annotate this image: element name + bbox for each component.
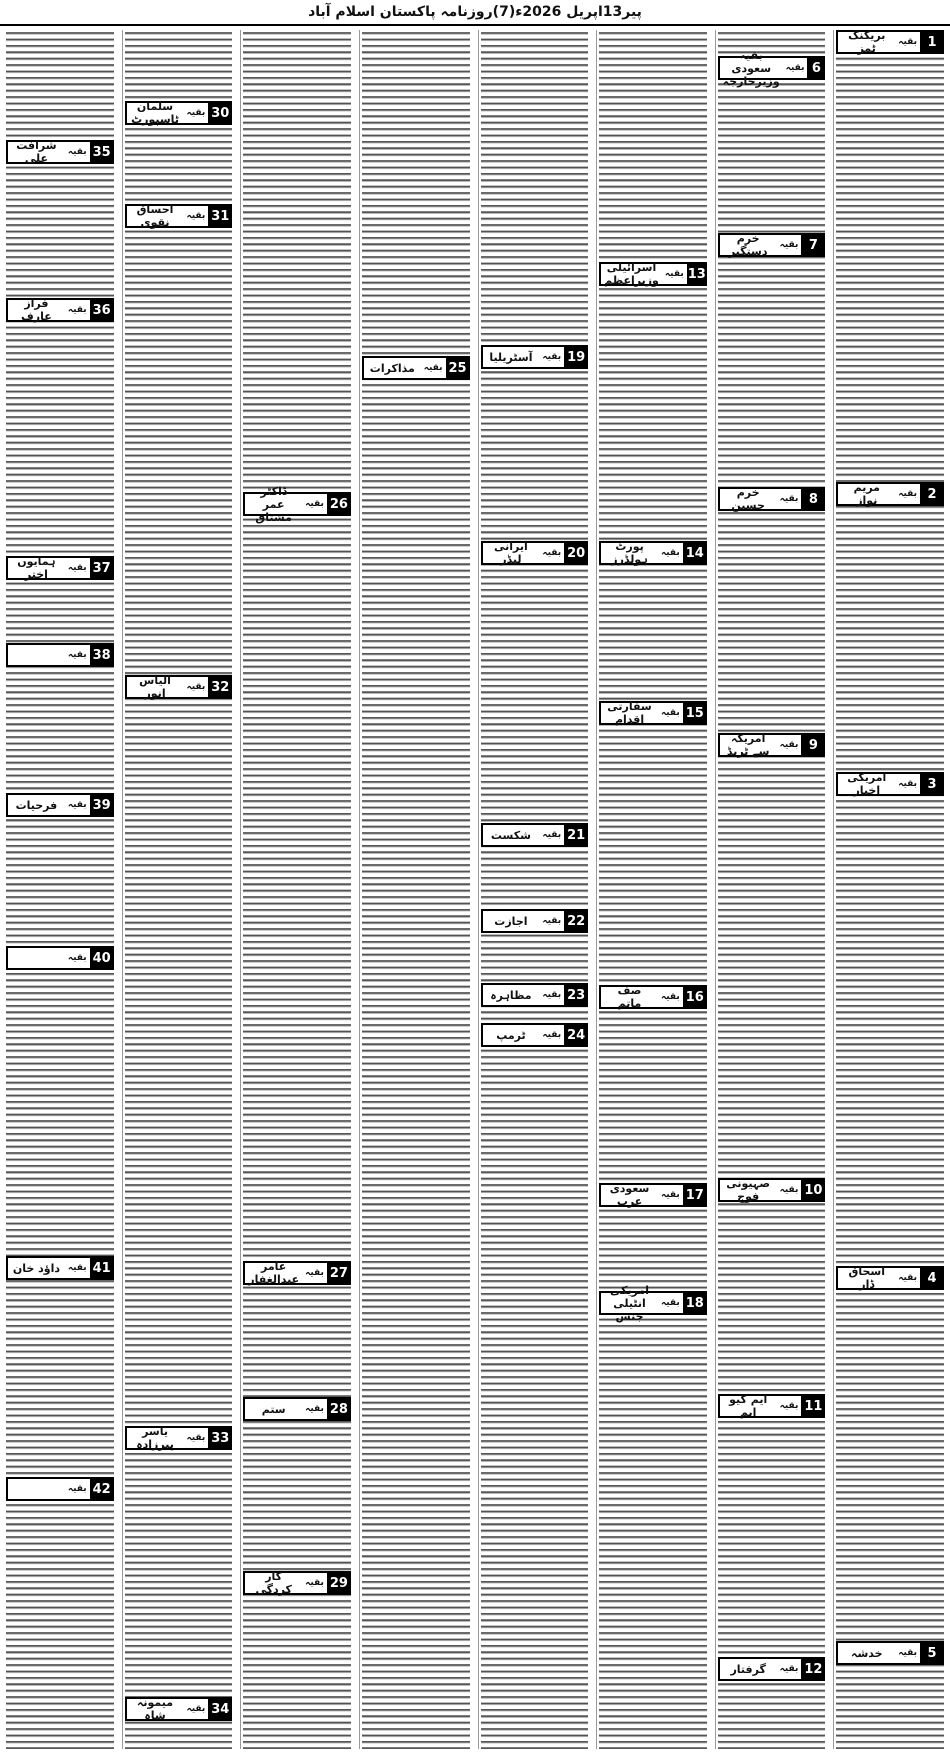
baqiya-label: بقیہ bbox=[67, 650, 87, 660]
box-title: آسٹریلیا bbox=[489, 350, 533, 364]
baqiya-label: بقیہ bbox=[898, 1648, 917, 1658]
box-title: سفارتی اقدام bbox=[607, 700, 652, 726]
continuation-box-15[interactable] bbox=[599, 701, 707, 725]
box-number: 27 bbox=[327, 1261, 351, 1285]
continuation-box-30[interactable] bbox=[125, 101, 233, 125]
box-title: مریم نواز bbox=[853, 481, 880, 507]
baqiya-label: بقیہ bbox=[542, 830, 562, 840]
box-title: کار کردگی bbox=[255, 1570, 292, 1596]
box-number: 41 bbox=[90, 1256, 114, 1280]
continuation-box-2[interactable] bbox=[836, 482, 944, 506]
continuation-box-4[interactable] bbox=[836, 1266, 944, 1290]
box-title: شکست bbox=[490, 828, 531, 842]
box-title: ڈاکٹر عمر مشتاق bbox=[255, 484, 292, 524]
box-number: 12 bbox=[801, 1657, 825, 1681]
box-title: احساق نقوی bbox=[136, 203, 174, 229]
continuation-box-1[interactable] bbox=[836, 30, 944, 54]
box-number: 26 bbox=[327, 492, 351, 516]
box-number: 4 bbox=[920, 1266, 944, 1290]
box-number: 34 bbox=[208, 1697, 232, 1721]
box-number: 28 bbox=[327, 1397, 351, 1421]
continuation-box-29[interactable] bbox=[243, 1571, 351, 1595]
continuation-box-27[interactable] bbox=[243, 1261, 351, 1285]
baqiya-label: بقیہ bbox=[186, 682, 206, 692]
box-number: 5 bbox=[920, 1641, 944, 1665]
continuation-box-31[interactable] bbox=[125, 204, 233, 228]
continuation-box-18[interactable] bbox=[599, 1283, 707, 1323]
box-title: داؤد خان bbox=[12, 1261, 60, 1275]
box-number: 42 bbox=[90, 1477, 114, 1501]
box-number: 22 bbox=[564, 909, 588, 933]
continuation-box-3[interactable] bbox=[836, 772, 944, 796]
box-title: ایرانی لیڈر bbox=[494, 540, 528, 566]
baqiya-label: بقیہ bbox=[779, 1664, 799, 1674]
continuation-box-20[interactable] bbox=[481, 541, 589, 565]
box-number: 16 bbox=[683, 985, 707, 1009]
box-number: 29 bbox=[327, 1571, 351, 1595]
continuation-box-39[interactable] bbox=[6, 793, 114, 817]
baqiya-label: بقیہ bbox=[305, 1578, 324, 1588]
baqiya-label: بقیہ bbox=[186, 108, 206, 118]
box-title: فرحیات bbox=[15, 798, 58, 812]
baqiya-label: بقیہ bbox=[67, 147, 87, 157]
continuation-box-26[interactable] bbox=[243, 484, 351, 524]
column-text bbox=[243, 30, 351, 1749]
baqiya-label: بقیہ bbox=[542, 352, 562, 362]
box-title: اجازت bbox=[494, 914, 528, 928]
box-number: 31 bbox=[208, 204, 232, 228]
box-number: 36 bbox=[90, 298, 114, 322]
box-number: 32 bbox=[208, 675, 232, 699]
baqiya-label: بقیہ bbox=[542, 990, 562, 1000]
box-title: میمونہ شاہ bbox=[136, 1696, 174, 1722]
baqiya-label: بقیہ bbox=[305, 1268, 324, 1278]
baqiya-label: بقیہ bbox=[67, 953, 87, 963]
box-title: خرم حسین bbox=[731, 486, 765, 512]
baqiya-label: بقیہ bbox=[186, 1704, 206, 1714]
box-title: عامر عبدالغفار bbox=[248, 1260, 300, 1286]
baqiya-label: بقیہ bbox=[423, 363, 443, 373]
box-number: 18 bbox=[683, 1291, 707, 1315]
continuation-box-36[interactable] bbox=[6, 298, 114, 322]
box-title: امریکی اخبار bbox=[847, 771, 887, 797]
baqiya-label: بقیہ bbox=[67, 305, 87, 315]
box-number: 33 bbox=[208, 1426, 232, 1450]
continuation-box-37[interactable] bbox=[6, 556, 114, 580]
box-number: 35 bbox=[90, 140, 114, 164]
baqiya-label: بقیہ bbox=[186, 211, 206, 221]
box-number: 39 bbox=[90, 793, 114, 817]
baqiya-label: بقیہ bbox=[898, 37, 917, 47]
baqiya-label: بقیہ bbox=[898, 779, 917, 789]
box-number: 15 bbox=[683, 701, 707, 725]
box-title: ایم کیو ایم bbox=[729, 1393, 768, 1419]
column-2 bbox=[715, 30, 828, 1749]
continuation-box-13[interactable] bbox=[599, 262, 707, 286]
column-text bbox=[362, 30, 470, 1749]
column-text bbox=[125, 30, 233, 1749]
continuation-box-12[interactable] bbox=[718, 1657, 826, 1681]
box-title: صف ماتم bbox=[617, 984, 642, 1010]
column-5 bbox=[359, 30, 472, 1749]
baqiya-label: بقیہ bbox=[664, 269, 684, 279]
box-number: 24 bbox=[564, 1023, 588, 1047]
box-number: 13 bbox=[687, 262, 707, 286]
box-title: شرافت علی bbox=[16, 139, 57, 165]
box-title: پورٹ ہولڈرز bbox=[611, 540, 648, 566]
box-title: ٹرمپ bbox=[496, 1028, 526, 1042]
continuation-box-21[interactable] bbox=[481, 823, 589, 847]
continuation-box-19[interactable] bbox=[481, 345, 589, 369]
baqiya-label: بقیہ bbox=[898, 1273, 917, 1283]
box-number: 40 bbox=[90, 946, 114, 970]
box-number: 20 bbox=[564, 541, 588, 565]
box-title: خدشہ bbox=[851, 1646, 883, 1660]
baqiya-label: بقیہ bbox=[305, 1404, 324, 1414]
box-number: 10 bbox=[801, 1178, 825, 1202]
box-title: اسرائیلی وزیراعظم bbox=[604, 261, 659, 287]
baqiya-label: بقیہ bbox=[186, 1433, 206, 1443]
box-title: فراز عارف bbox=[21, 297, 52, 323]
continuation-box-10[interactable] bbox=[718, 1178, 826, 1202]
box-number: 38 bbox=[90, 643, 114, 667]
continuation-box-22[interactable] bbox=[481, 909, 589, 933]
box-number: 23 bbox=[564, 983, 588, 1007]
continuation-box-17[interactable] bbox=[599, 1183, 707, 1207]
page-masthead: پیر13اپریل 2026ء(7)روزنامہ پاکستان اسلام آباد bbox=[0, 0, 950, 26]
box-title: سعودی عرب bbox=[609, 1182, 650, 1208]
column-7 bbox=[122, 30, 235, 1749]
continuation-box-6[interactable] bbox=[718, 48, 826, 88]
box-title: مظاہرہ bbox=[490, 988, 532, 1002]
baqiya-label: بقیہ bbox=[785, 63, 805, 73]
box-title: بریکنگ ٹمز bbox=[848, 30, 886, 55]
box-number: 30 bbox=[208, 101, 232, 125]
column-text bbox=[481, 30, 589, 1749]
baqiya-label: بقیہ bbox=[67, 1484, 87, 1494]
baqiya-label: بقیہ bbox=[660, 1298, 680, 1308]
continuation-box-33[interactable] bbox=[125, 1426, 233, 1450]
column-8 bbox=[4, 30, 116, 1749]
box-number: 17 bbox=[683, 1183, 707, 1207]
box-title: گرفتار bbox=[730, 1662, 766, 1676]
continuation-box-14[interactable] bbox=[599, 541, 707, 565]
continuation-box-28[interactable] bbox=[243, 1397, 351, 1421]
column-text bbox=[836, 30, 944, 1749]
continuation-box-25[interactable] bbox=[362, 356, 470, 380]
baqiya-label: بقیہ bbox=[542, 916, 562, 926]
continuation-box-23[interactable] bbox=[481, 983, 589, 1007]
box-title: یاسر پیرزادہ bbox=[136, 1425, 174, 1451]
box-number: 11 bbox=[801, 1394, 825, 1418]
continuation-box-7[interactable] bbox=[718, 233, 826, 257]
box-number: 3 bbox=[920, 772, 944, 796]
box-number: 14 bbox=[683, 541, 707, 565]
column-6 bbox=[240, 30, 353, 1749]
continuation-box-5[interactable] bbox=[836, 1641, 944, 1665]
column-text bbox=[718, 30, 826, 1749]
box-title: بقیہ سعودی وزیرخارجہ bbox=[722, 48, 780, 88]
baqiya-label: بقیہ bbox=[660, 548, 680, 558]
continuation-box-32[interactable] bbox=[125, 675, 233, 699]
column-text bbox=[599, 30, 707, 1749]
column-3 bbox=[596, 30, 709, 1749]
box-title: امریکہ سے ٹریڈ bbox=[726, 732, 770, 758]
column-1 bbox=[833, 30, 946, 1749]
box-number: 21 bbox=[564, 823, 588, 847]
continuation-box-9[interactable] bbox=[718, 733, 826, 757]
box-number: 19 bbox=[564, 345, 588, 369]
continuation-box-11[interactable] bbox=[718, 1394, 826, 1418]
continuation-box-38[interactable] bbox=[6, 643, 114, 667]
box-title: اسحاق ڈار bbox=[848, 1265, 886, 1291]
box-title: الیاس انور bbox=[139, 674, 171, 700]
box-number: 37 bbox=[90, 556, 114, 580]
baqiya-label: بقیہ bbox=[660, 1190, 680, 1200]
box-number: 2 bbox=[920, 482, 944, 506]
column-4 bbox=[478, 30, 591, 1749]
baqiya-label: بقیہ bbox=[779, 740, 799, 750]
baqiya-label: بقیہ bbox=[779, 494, 799, 504]
box-number: 1 bbox=[920, 30, 944, 54]
continuation-box-24[interactable] bbox=[481, 1023, 589, 1047]
box-number: 9 bbox=[801, 733, 825, 757]
box-number: 25 bbox=[446, 356, 470, 380]
baqiya-label: بقیہ bbox=[542, 1030, 562, 1040]
box-title: سلمان ٹاسپورٹ bbox=[131, 100, 179, 126]
continuation-box-35[interactable] bbox=[6, 140, 114, 164]
continuation-box-8[interactable] bbox=[718, 487, 826, 511]
box-title: خرم دستگیر bbox=[728, 232, 768, 258]
continuation-box-40[interactable] bbox=[6, 946, 114, 970]
baqiya-label: بقیہ bbox=[67, 1263, 87, 1273]
box-number: 8 bbox=[801, 487, 825, 511]
box-title: مذاکرات bbox=[369, 361, 415, 375]
continuation-box-16[interactable] bbox=[599, 985, 707, 1009]
baqiya-label: بقیہ bbox=[660, 708, 680, 718]
continuation-box-41[interactable] bbox=[6, 1256, 114, 1280]
baqiya-label: بقیہ bbox=[542, 548, 562, 558]
baqiya-label: بقیہ bbox=[305, 499, 324, 509]
continuation-box-42[interactable] bbox=[6, 1477, 114, 1501]
baqiya-label: بقیہ bbox=[67, 800, 87, 810]
baqiya-label: بقیہ bbox=[898, 489, 917, 499]
box-number: 6 bbox=[807, 56, 825, 80]
baqiya-label: بقیہ bbox=[67, 563, 87, 573]
box-title: ہمایوں اختر bbox=[17, 555, 56, 581]
columns-container bbox=[4, 30, 946, 1749]
baqiya-label: بقیہ bbox=[779, 1185, 799, 1195]
continuation-box-34[interactable] bbox=[125, 1697, 233, 1721]
baqiya-label: بقیہ bbox=[779, 240, 799, 250]
box-title: صہیونی فوج bbox=[726, 1177, 771, 1203]
box-title: امریکی انٹیلی جنس bbox=[609, 1283, 650, 1323]
baqiya-label: بقیہ bbox=[779, 1401, 799, 1411]
box-number: 7 bbox=[801, 233, 825, 257]
baqiya-label: بقیہ bbox=[660, 992, 680, 1002]
box-title: ستم bbox=[261, 1402, 286, 1416]
